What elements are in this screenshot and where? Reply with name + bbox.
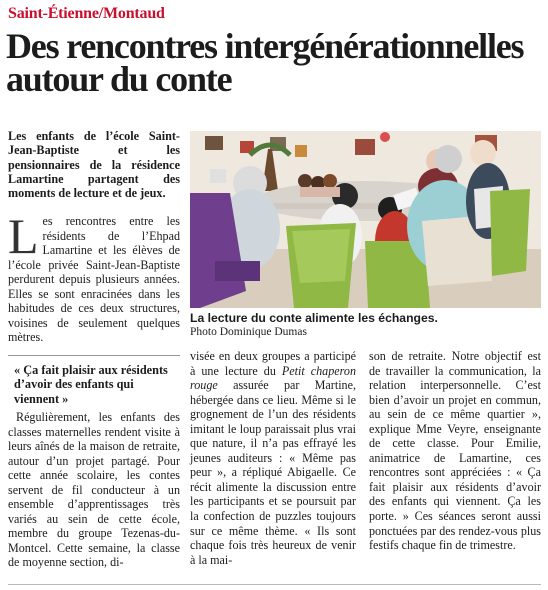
column-1-body: Régulièrement, les enfants des classes maternelles rendent visite à leurs aînés de la maison de retraite, autour d’un projet partagé. Pour cette année scolaire, les contes servent de fil conducteur à un ensemble d’apprentissages très variés au sein de cette école, membre du groupe Tezenas-du-Montcel. Cette semaine, la classe de moyenne section, di- [8,410,180,570]
photo-caption [190,311,541,339]
story-title: Petit chaperon rouge [190,363,356,393]
intro-text: es rencontres entre les résidents de l’Ehpad Lamartine et les élèves de l’école privée Saint-Jean-Baptiste perdurent depuis plusieurs années. Elles se sont enracinées dans les habitudes de ces deux structures, voisines de seulement quelques mètres. [8,214,180,345]
pull-quote: « Ça fait plaisir aux résidents d’avoir des enfants qui viennent » [14,363,168,406]
column-3-body: son de retraite. Notre objectif est de travailler la communication, la relation interpersonnelle. C’est bien d’avoir un projet en commun, au sein de ce même quartier », explique Mme Veyre, enseignante de cette classe. Pour Emilie, animatrice de Lamartine, ces rencontres sont appréciées : « Ça fait plaisir aux résidents d’avoir des enfants qui viennent. Ça les porte. » Ces séances seront aussi ponctuées par des rendez-vous plus festifs chaque fin de trimestre. [369,349,541,553]
photo-credit: Photo Dominique Dumas [190,326,307,338]
drop-cap: L [8,208,39,264]
column-2-body [190,349,356,567]
column-2-text-before: visée en deux groupes a participé à une lecture du [190,349,356,378]
intro-paragraph [8,208,180,345]
bottom-divider [8,584,541,585]
caption-text: La lecture du conte alimente les échanges. [190,311,438,325]
column-2-text-after: assurée par Martine, hébergée dans ce lieu. Même si le grognement de l’un des résidents imitant le loup paraissait plus vrai que nature, il n’a pas effrayé les jeunes auditeurs : « Même pas peur », a répliqué Abigaelle. Ce récit alimente la discussion entre les participants et se poursuit par la confection de puzzles toujours sur ce même thème. « Ils sont chaque fois très heureux de venir à la mai- [190,378,356,567]
kicker: Saint-Étienne/Montaud [8,5,165,22]
standfirst: Les enfants de l’école Saint-Jean-Baptiste et les pensionnaires de la résidence Lamartine partagent des moments de lecture et de jeux. [8,129,180,201]
photo-illustration [190,131,541,308]
article-photo [190,131,541,308]
column-divider [8,355,180,356]
headline: Des rencontres intergénérationnelles autour du conte [6,26,524,99]
